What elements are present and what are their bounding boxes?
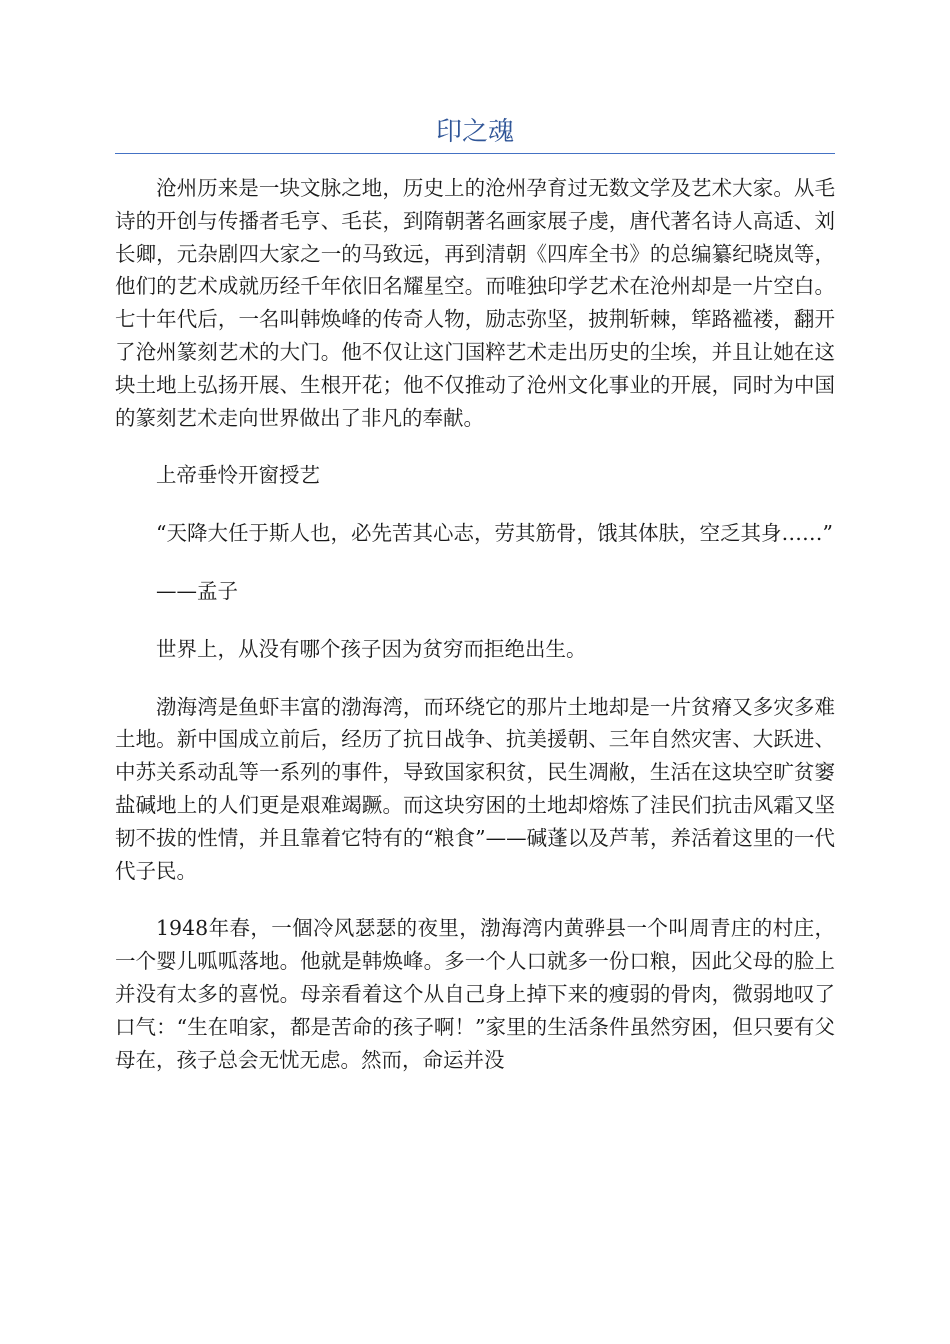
quote-paragraph: “天降大任于斯人也，必先苦其心志，劳其筋骨，饿其体肤，空乏其身……”: [156, 521, 833, 546]
body-paragraph: 渤海湾是鱼虾丰富的渤海湾，而环绕它的那片土地却是一片贫瘠又多灾多难土地。新中国成立前后，经历了抗日战争、抗美援朝、三年自然灾害、大跃进、中苏关系动乱等一系列的事件，导致国家积贫，民生凋敝，生活在这块空旷贫窭盐碱地上的人们更是艰难竭蹶。而这块穷困的土地却熔炼了洼民们抗击风霜又坚韧不拔的性情，并且靠着它特有的“粮食”——碱蓬以及芦苇，养活着这里的一代代子民。: [115, 694, 835, 883]
body-paragraph: 世界上，从没有哪个孩子因为贫穷而拒绝出生。: [156, 636, 587, 661]
title-underline: [115, 153, 835, 154]
quote-attribution: ——孟子: [156, 578, 238, 603]
document-body: [115, 172, 835, 1101]
document-title: 印之魂: [435, 117, 514, 147]
intro-paragraph: 沧州历来是一块文脉之地，历史上的沧州孕育过无数文学及艺术大家。从毛诗的开创与传播者毛亨、毛苌，到隋朝著名画家展子虔，唐代著名诗人高适、刘长卿，元杂剧四大家之一的马致远，再到清朝《四库全书》的总编纂纪晓岚等，他们的艺术成就历经千年依旧名耀星空。而唯独印学艺术在沧州却是一片空白。七十年代后，一名叫韩焕峰的传奇人物，励志弥坚，披荆斩棘，筚路褴褛，翻开了沧州篆刻艺术的大门。他不仅让这门国粹艺术走出历史的尘埃，并且让她在这块土地上弘扬开展、生根开花；他不仅推动了沧州文化事业的开展，同时为中国的篆刻艺术走向世界做出了非凡的奉献。: [115, 176, 835, 430]
body-paragraph: 1948年春，一個冷风瑟瑟的夜里，渤海湾内黄骅县一个叫周青庄的村庄，一个婴儿呱呱落地。他就是韩焕峰。多一个人口就多一份口粮，因此父母的脸上并没有太多的喜悦。母亲看着这个从自己身上掉下来的瘦弱的骨肉，微弱地叹了口气：“生在咱家，都是苦命的孩子啊！”家里的生活条件虽然穷困，但只要有父母在，孩子总会无忧无虑。然而，命运并没: [115, 916, 835, 1072]
section-heading: 上帝垂怜开窗授艺: [156, 463, 320, 488]
